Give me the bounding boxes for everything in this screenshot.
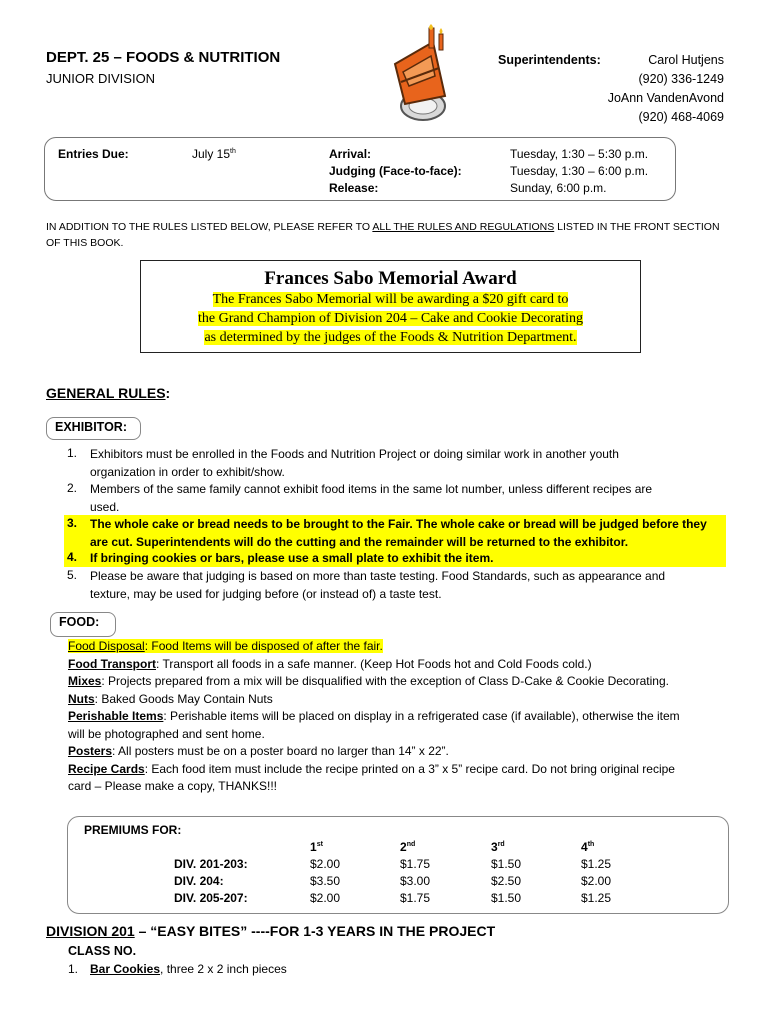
premium-value: $1.25 <box>581 857 612 871</box>
rules-link-text: ALL THE RULES AND REGULATIONS <box>372 221 555 233</box>
premium-value: $1.50 <box>491 857 522 871</box>
rule-number: 2. <box>67 481 78 495</box>
premiums-label: PREMIUMS FOR: <box>84 823 182 837</box>
award-box <box>140 260 641 353</box>
recipe-cards-rule-cont: card – Please make a copy, THANKS!!! <box>68 779 277 793</box>
entries-due-label: Entries Due: <box>58 147 129 161</box>
class-number: 1. <box>68 962 79 976</box>
award-line: as determined by the judges of the Foods & Nutrition Department. <box>204 330 577 345</box>
superintendents-label: Superintendents: <box>498 53 601 67</box>
arrival-value: Tuesday, 1:30 – 5:30 p.m. <box>510 147 649 161</box>
premium-value: $2.00 <box>581 874 612 888</box>
rule-item: If bringing cookies or bars, please use a small plate to exhibit the item. <box>90 551 494 565</box>
award-line: The Frances Sabo Memorial will be awarding a $20 gift card to <box>212 292 569 307</box>
place-header: 1st <box>310 840 323 854</box>
perishable-rule-cont: will be photographed and sent home. <box>68 727 265 741</box>
rule-number: 5. <box>67 568 78 582</box>
arrival-label: Arrival: <box>329 147 372 161</box>
premium-value: $2.50 <box>491 874 522 888</box>
judging-label: Judging (Face-to-face): <box>329 164 462 178</box>
perishable-rule: Perishable Items: Perishable items will be placed on display in a refrigerated case (if available), otherwise the item <box>68 709 680 723</box>
superintendent-name: Carol Hutjens <box>648 53 724 67</box>
general-rules-heading: GENERAL RULES: <box>46 385 171 401</box>
premium-value: $3.00 <box>400 874 431 888</box>
rule-item: Exhibitors must be enrolled in the Foods and Nutrition Project or doing similar work in another youth organization in order to exhibit/show. <box>90 447 619 479</box>
superintendent-name: JoAnn VandenAvond <box>607 91 724 105</box>
food-transport-rule: Food Transport: Transport all foods in a safe manner. (Keep Hot Foods hot and Cold Foods cold.) <box>68 657 592 671</box>
superintendent-phone: (920) 468-4069 <box>638 110 724 124</box>
award-title: Frances Sabo Memorial Award <box>264 268 517 289</box>
class-no-label: CLASS NO. <box>68 944 137 958</box>
place-header: 4th <box>581 840 595 854</box>
award-line: the Grand Champion of Division 204 – Cake and Cookie Decorating <box>198 311 583 326</box>
mixes-rule: Mixes: Projects prepared from a mix will be disqualified with the exception of Class D-Cake & Cookie Decorating. <box>68 674 669 688</box>
premium-division: DIV. 204: <box>174 874 224 888</box>
rule-number: 3. <box>67 516 78 530</box>
premium-division: DIV. 205-207: <box>174 891 248 905</box>
cake-logo-icon <box>383 24 469 130</box>
rule-item: Members of the same family cannot exhibit food items in the same lot number, unless different recipes are used. <box>90 482 653 514</box>
rule-number: 4. <box>67 550 78 564</box>
recipe-cards-rule: Recipe Cards: Each food item must include the recipe printed on a 3” x 5” recipe card. Do not bring original recipe <box>68 762 675 776</box>
food-label: FOOD: <box>50 612 116 637</box>
division-201-heading: DIVISION 201 – “EASY BITES” ----FOR 1-3 YEARS IN THE PROJECT <box>46 923 496 939</box>
rule-item: Please be aware that judging is based on more than taste testing. Food Standards, such as appearance and texture, may be used for judging before (or instead of) a taste test. <box>90 569 666 601</box>
food-disposal-rule: Food Disposal: Food Items will be disposed of after the fair. <box>68 639 383 653</box>
judging-value: Tuesday, 1:30 – 6:00 p.m. <box>510 164 649 178</box>
rule-number: 1. <box>67 446 78 460</box>
premium-value: $1.50 <box>491 891 522 905</box>
exhibitor-label: EXHIBITOR: <box>46 417 141 440</box>
department-title: DEPT. 25 – FOODS & NUTRITION <box>46 49 281 66</box>
premium-value: $3.50 <box>310 874 341 888</box>
premium-value: $2.00 <box>310 891 341 905</box>
premium-value: $1.75 <box>400 857 431 871</box>
rule-item: The whole cake or bread needs to be brought to the Fair. The whole cake or bread will be judged before they are cut. Superintendents will do the cutting and the remainder will be returned to the exhibitor. <box>90 517 707 549</box>
premium-value: $1.25 <box>581 891 612 905</box>
place-header: 2nd <box>400 840 416 854</box>
release-label: Release: <box>329 181 379 195</box>
place-header: 3rd <box>491 840 505 854</box>
class-item: Bar Cookies, three 2 x 2 inch pieces <box>90 962 287 976</box>
premium-value: $1.75 <box>400 891 431 905</box>
superintendent-phone: (920) 336-1249 <box>638 72 724 86</box>
premium-division: DIV. 201-203: <box>174 857 248 871</box>
premium-value: $2.00 <box>310 857 341 871</box>
posters-rule: Posters: All posters must be on a poster board no larger than 14” x 22”. <box>68 744 449 758</box>
division-subtitle: JUNIOR DIVISION <box>46 71 156 86</box>
nuts-rule: Nuts: Baked Goods May Contain Nuts <box>68 692 273 706</box>
release-value: Sunday, 6:00 p.m. <box>510 181 607 195</box>
rules-reference-note: IN ADDITION TO THE RULES LISTED BELOW, PLEASE REFER TO ALL THE RULES AND REGULATIONS LISTED IN THE FRONT SECTION OF THIS BOOK. <box>46 221 720 249</box>
entries-due-value: July 15th <box>192 147 236 161</box>
